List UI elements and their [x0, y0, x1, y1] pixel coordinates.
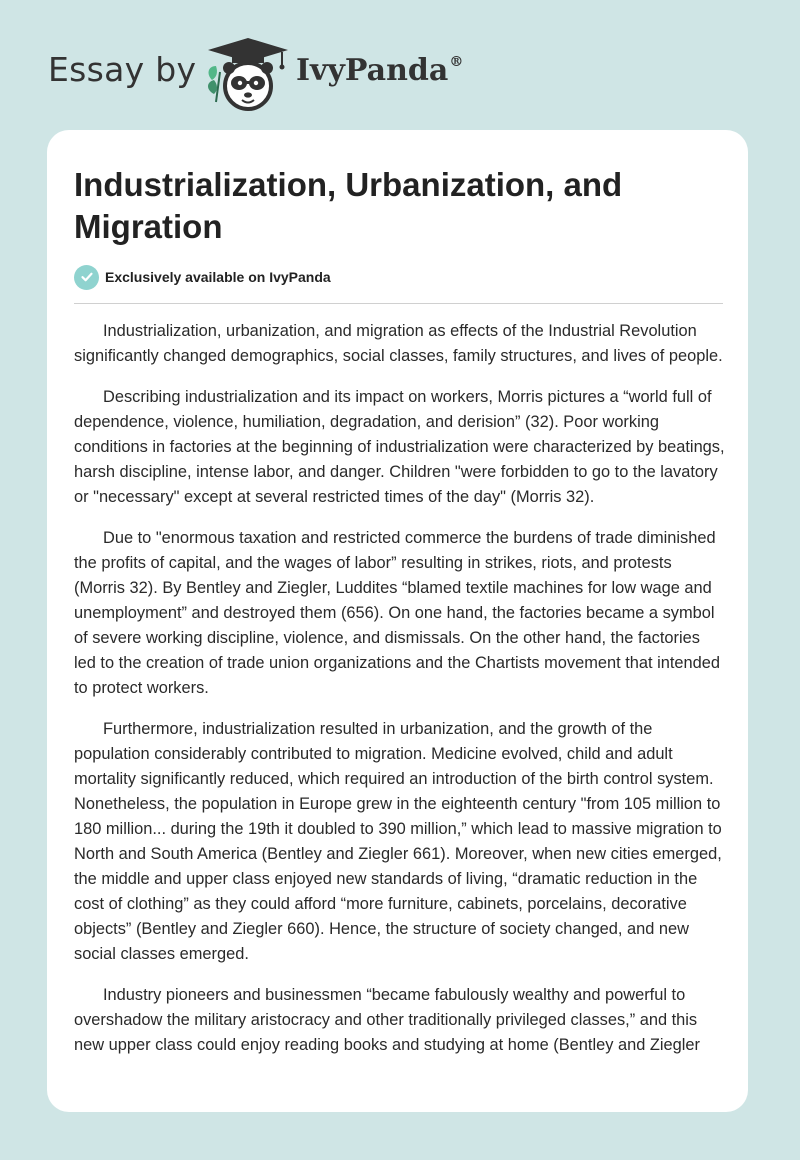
paragraph: Industry pioneers and businessmen “became fabulously wealthy and powerful to overshadow the military aristocracy and other traditionally privileged classes,” and this new upper class could enjoy reading books and studying at home (Bentley and Ziegler — [74, 986, 700, 1054]
essay-body — [74, 319, 726, 1074]
paragraph: Industrialization, urbanization, and migration as effects of the Industrial Revolution significantly changed demographics, social classes, family structures, and lives of people. — [74, 322, 723, 365]
panda-graduate-icon[interactable] — [202, 36, 298, 114]
paragraph: Describing industrialization and its impact on workers, Morris pictures a “world full of dependence, violence, humiliation, degradation, and derision” (32). Poor working conditions in factories at the beginning of industrialization were characterized by beatings, harsh discipline, intense labor, and danger. Children "were forbidden to go to the lavatory or "necessary" except at several restricted times of the day" (Morris 32). — [74, 388, 725, 506]
badge-label: Exclusively available on IvyPanda — [105, 269, 331, 285]
brand-name[interactable] — [296, 53, 463, 88]
page-title: Industrialization, Urbanization, and Migration — [74, 166, 623, 245]
registered-mark: ® — [449, 54, 464, 70]
site-header — [48, 36, 508, 116]
brand-name-text: IvyPanda — [296, 53, 449, 88]
essay-card — [47, 130, 748, 1112]
essay-by-label: Essay by — [48, 50, 197, 89]
paragraph: Furthermore, industrialization resulted in urbanization, and the growth of the population considerably contributed to migration. Medicine evolved, child and adult mortality significantly reduced, which required an introduction of the birth control system. Nonetheless, the population in Europe grew in the eighteenth century "from 105 million to 180 million... during the 19th it doubled to 390 million,” which lead to massive migration to North and South America (Bentley and Ziegler 661). Moreover, when new cities emerged, the middle and upper class enjoyed new standards of living, “dramatic reduction in the cost of clothing” as they could afford “more furniture, cabinets, porcelains, decorative objects” (Bentley and Ziegler 660). Hence, the structure of society changed, and new social classes emerged. — [74, 720, 722, 963]
paragraph: Due to "enormous taxation and restricted commerce the burdens of trade diminished the profits of capital, and the wages of labor” resulting in strikes, riots, and protests (Morris 32). By Bentley and Ziegler, Luddites “blamed textile machines for low wage and unemployment” and destroyed them (656). On one hand, the factories became a symbol of severe working discipline, violence, and dismissals. On the other hand, the factories led to the creation of trade union organizations and the Chartists movement that intended to protect workers. — [74, 529, 721, 697]
check-icon — [74, 265, 99, 290]
divider — [74, 303, 723, 304]
exclusive-badge — [74, 264, 331, 290]
